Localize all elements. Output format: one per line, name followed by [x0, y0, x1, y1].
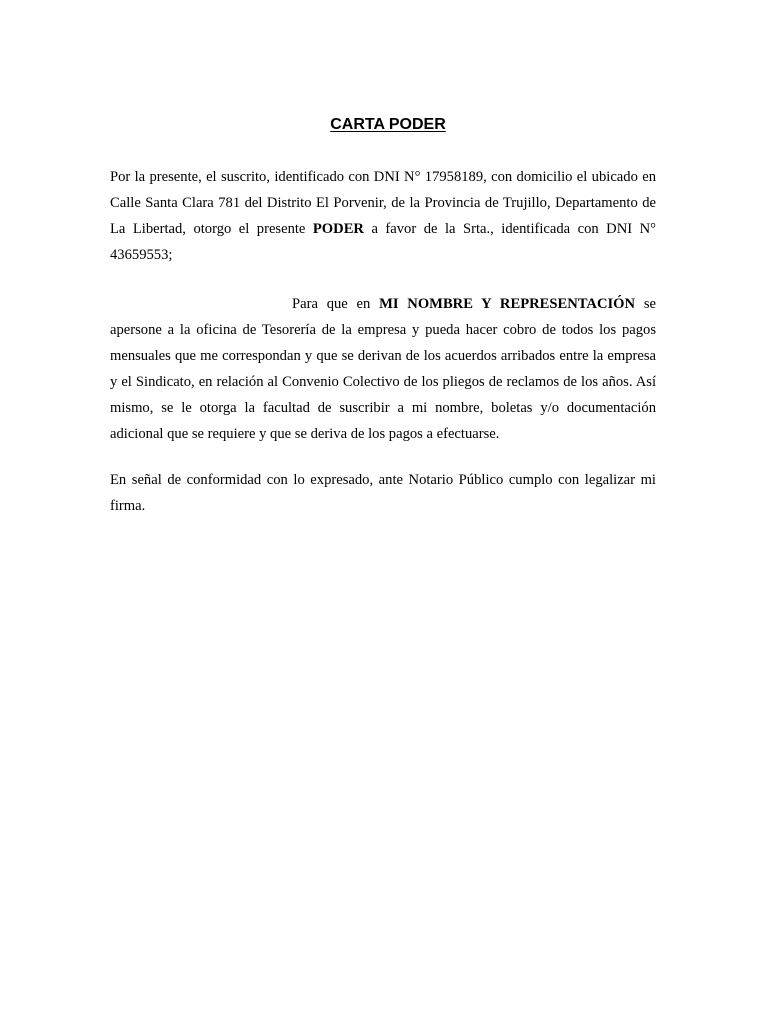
paragraph-conformity: En señal de conformidad con lo expresado, ante Notario Público cumplo con legalizar mi firma.: [110, 472, 656, 514]
document-title: CARTA PODER: [330, 116, 446, 133]
paragraph-purpose-text-2: se apersone a la oficina de Tesorería de la empresa y pueda hacer cobro de todos los pagos mensuales que me correspondan y que se derivan de los acuerdos arribados entre la empresa y el Sindicato, en relación al Convenio Colectivo de los pliegos de reclamos de los años. Así mismo, se le otorga la facultad de suscribir a mi nombre, boletas y/o documentación adicional que se requiere y que se deriva de los pagos a efectuarse.: [110, 296, 656, 442]
paragraph-purpose: [110, 291, 656, 447]
paragraph-grant-text-2: a favor de la Srta., identificada con DNI N° 43659553;: [110, 221, 656, 263]
paragraph-grant-bold: PODER: [312, 221, 364, 237]
paragraph-grant-text-1: Por la presente, el suscrito, identificado con DNI N° 17958189, con domicilio el ubicado en Calle Santa Clara 781 del Distrito El Porvenir, de la Provincia de Trujillo, Departamento de La Libertad, otorgo el presente: [110, 169, 656, 237]
paragraph-purpose-bold: MI NOMBRE Y REPRESENTACIÓN: [379, 296, 636, 312]
paragraph-grant: [110, 164, 656, 268]
paragraph-purpose-text-1: Para que en: [292, 296, 380, 312]
